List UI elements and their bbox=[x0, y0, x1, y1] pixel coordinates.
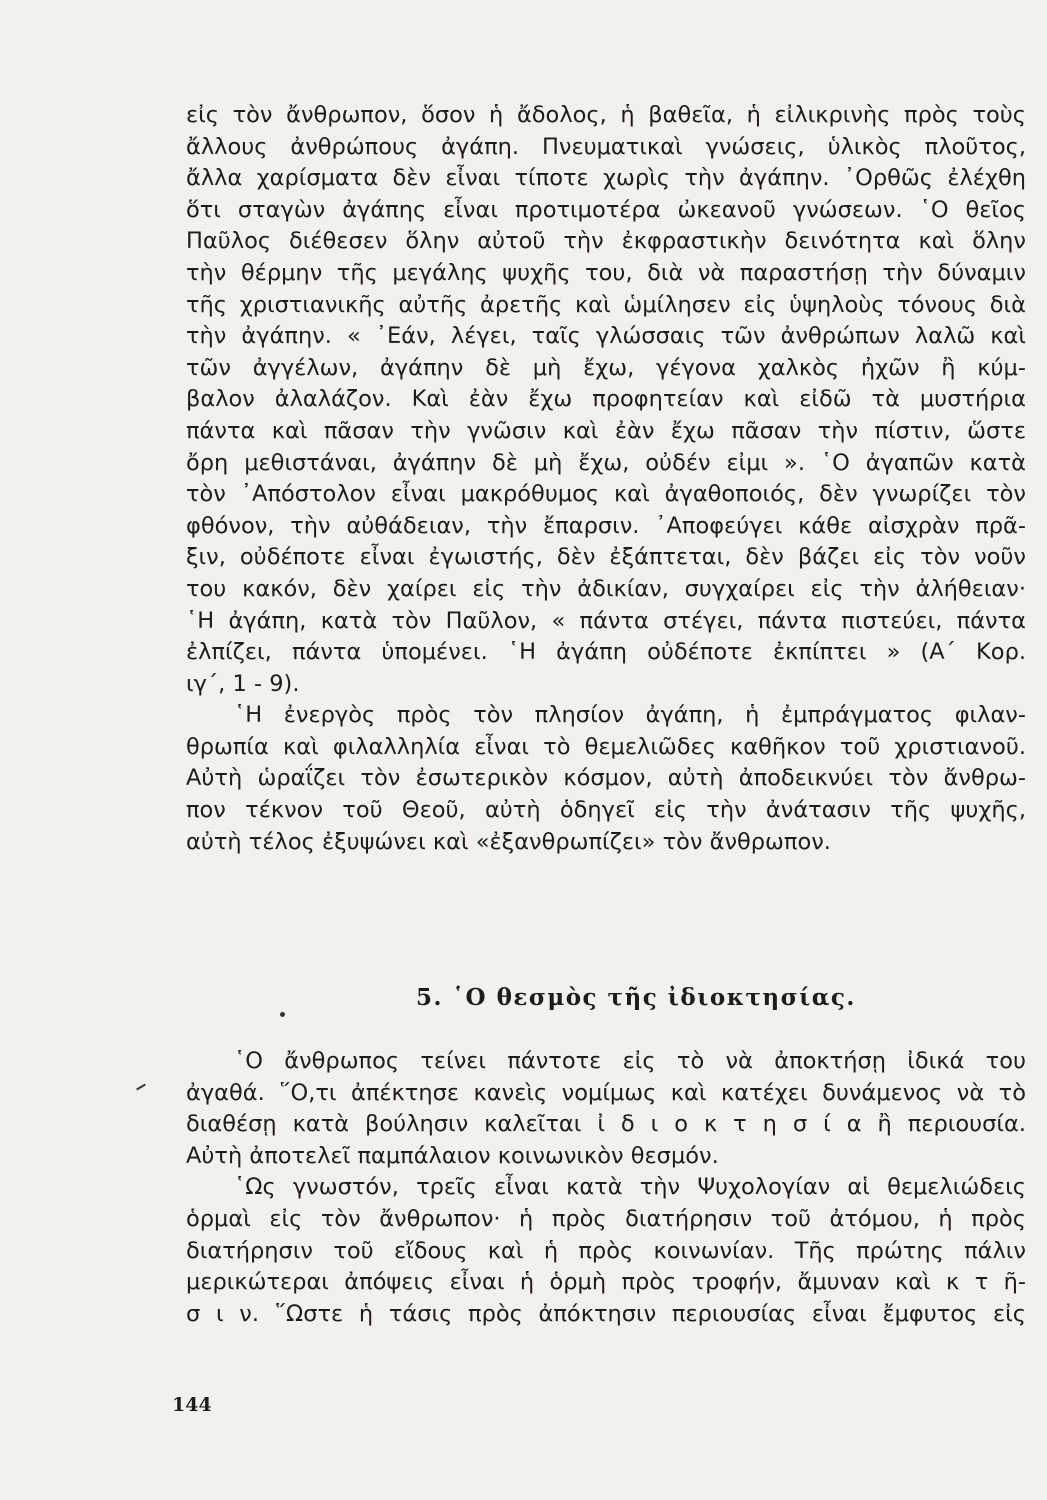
text-line: Παῦλος διέθεσεν ὅλην αὐτοῦ τὴν ἐκφραστικὴν δεινότητα καὶ ὅλην bbox=[186, 228, 1026, 255]
text-line: εἰς τὸν ἄνθρωπον, ὅσον ἡ ἄδολος, ἡ βαθεῖα, ἡ εἰλικρινὴς πρὸς τοὺς bbox=[186, 102, 1026, 128]
text-line: τὴν ἀγάπην. « ᾿Εάν, λέγει, ταῖς γλώσσαις τῶν ἀνθρώπων λαλῶ καὶ bbox=[186, 323, 1026, 350]
text-line: μερικώτεραι ἀπόψεις εἶναι ἡ ὁρμὴ πρὸς τροφήν, ἄμυναν καὶ κ τ ῆ- bbox=[186, 1269, 1026, 1296]
text-line: ἐλπίζει, πάντα ὑπομένει. ῾Η ἀγάπη οὐδέποτε ἐκπίπτει » (Α΄ Κορ. bbox=[186, 639, 1026, 666]
text-line: βαλον ἀλαλάζον. Καὶ ἐὰν ἔχω προφητείαν καὶ εἰδῶ τὰ μυστήρια bbox=[186, 386, 1026, 413]
text-line: ὄρη μεθιστάναι, ἀγάπην δὲ μὴ ἔχω, οὐδέν εἰμι ». ῾Ο ἀγαπῶν κατὰ bbox=[186, 449, 1026, 476]
section-heading: 5. ῾Ο θεσμὸς τῆς ἰδιοκτησίας. bbox=[416, 984, 856, 1011]
text-line: αὐτὴ τέλος ἐξυψώνει καὶ «ἐξανθρωπίζει» τὸν ἄνθρωπον. bbox=[186, 828, 831, 855]
text-line: του κακόν, δὲν χαίρει εἰς τὴν ἀδικίαν, συγχαίρει εἰς τὴν ἀλήθειαν· bbox=[186, 575, 1026, 602]
text-line: διαθέσῃ κατὰ βούλησιν καλεῖται ἰ δ ι ο κ τ η σ ί α ἢ περιουσία. bbox=[186, 1111, 1026, 1138]
text-line: τὸν ᾿Απόστολον εἶναι μακρόθυμος καὶ ἀγαθοποιός, δὲν γνωρίζει τὸν bbox=[186, 481, 1026, 508]
section-text bbox=[186, 1046, 1026, 1330]
margin-mark bbox=[136, 1084, 146, 1091]
text-line: φθόνον, τὴν αὐθάδειαν, τὴν ἔπαρσιν. ᾿Αποφεύγει κάθε αἰσχρὰν πρᾶ- bbox=[186, 512, 1026, 539]
text-line: τῶν ἀγγέλων, ἀγάπην δὲ μὴ ἔχω, γέγονα χαλκὸς ἠχῶν ἢ κύμ- bbox=[186, 354, 1026, 381]
text-line: Αὐτὴ ὡραΐζει τὸν ἐσωτερικὸν κόσμον, αὐτὴ ἀποδεικνύει τὸν ἄνθρω- bbox=[186, 765, 1026, 792]
text-line: ξιν, οὐδέποτε εἶναι ἐγωιστής, δὲν ἐξάπτεται, δὲν βάζει εἰς τὸν νοῦν bbox=[186, 544, 1026, 571]
main-text bbox=[186, 100, 1026, 858]
text-line: ἄλλους ἀνθρώπους ἀγάπη. Πνευματικαὶ γνώσεις, ὑλικὸς πλοῦτος, bbox=[186, 133, 1026, 160]
text-line: ἄλλα χαρίσματα δὲν εἶναι τίποτε χωρὶς τὴν ἀγάπην. ᾿Ορθῶς ἐλέχθη bbox=[186, 165, 1026, 192]
text-line: ιγ΄, 1 - 9). bbox=[186, 670, 300, 697]
text-line: θρωπία καὶ φιλαλληλία εἶναι τὸ θεμελιῶδες καθῆκον τοῦ χριστιανοῦ. bbox=[186, 733, 1026, 760]
paragraph-3 bbox=[186, 1046, 1026, 1172]
text-line: διατήρησιν τοῦ εἴδους καὶ ἡ πρὸς κοινωνίαν. Τῆς πρώτης πάλιν bbox=[186, 1237, 1026, 1264]
text-line: ῾Ο ἄνθρωπος τείνει πάντοτε εἰς τὸ νὰ ἀποκτήσῃ ἰδικά του bbox=[234, 1048, 1026, 1074]
paragraph-4 bbox=[186, 1172, 1026, 1330]
text-line: ῾Η ἀγάπη, κατὰ τὸν Παῦλον, « πάντα στέγει, πάντα πιστεύει, πάντα bbox=[186, 607, 1026, 634]
text-line: σ ι ν. ῞Ωστε ἡ τάσις πρὸς ἀπόκτησιν περιουσίας εἶναι ἔμφυτος εἰς bbox=[186, 1300, 1026, 1327]
text-line: τὴν θέρμην τῆς μεγάλης ψυχῆς του, διὰ νὰ παραστήσῃ τὴν δύναμιν bbox=[186, 259, 1026, 286]
text-line: ὁρμαὶ εἰς τὸν ἄνθρωπον· ἡ πρὸς διατήρησιν τοῦ ἀτόμου, ἡ πρὸς bbox=[186, 1205, 1026, 1232]
section-heading-block bbox=[186, 964, 1026, 1032]
text-line: ῾Η ἐνεργὸς πρὸς τὸν πλησίον ἀγάπη, ἡ ἐμπράγματος φιλαν- bbox=[234, 702, 1026, 729]
text-line: ῾Ως γνωστόν, τρεῖς εἶναι κατὰ τὴν Ψυχολογίαν αἱ θεμελιώδεις bbox=[234, 1174, 1026, 1201]
page-number: 144 bbox=[172, 1394, 212, 1416]
text-line: Αὐτὴ ἀποτελεῖ παμπάλαιον κοινωνικὸν θεσμόν. bbox=[186, 1142, 719, 1169]
text-line: ἀγαθά. ῞Ο,τι ἀπέκτησε κανεὶς νομίμως καὶ κατέχει δυνάμενος νὰ τὸ bbox=[186, 1079, 1026, 1106]
ink-dot-mark bbox=[280, 1012, 285, 1017]
text-line: πον τέκνον τοῦ Θεοῦ, αὐτὴ ὁδηγεῖ εἰς τὴν ἀνάτασιν τῆς ψυχῆς, bbox=[186, 797, 1026, 824]
paragraph-1 bbox=[186, 100, 1026, 700]
text-line: πάντα καὶ πᾶσαν τὴν γνῶσιν καὶ ἐὰν ἔχω πᾶσαν τὴν πίστιν, ὥστε bbox=[186, 417, 1026, 444]
text-line: τῆς χριστιανικῆς αὐτῆς ἀρετῆς καὶ ὡμίλησεν εἰς ὑψηλοὺς τόνους διὰ bbox=[186, 291, 1026, 318]
text-line: ὅτι σταγὼν ἀγάπης εἶναι προτιμοτέρα ὠκεανοῦ γνώσεων. ῾Ο θεῖος bbox=[186, 196, 1026, 223]
paragraph-2 bbox=[186, 700, 1026, 858]
